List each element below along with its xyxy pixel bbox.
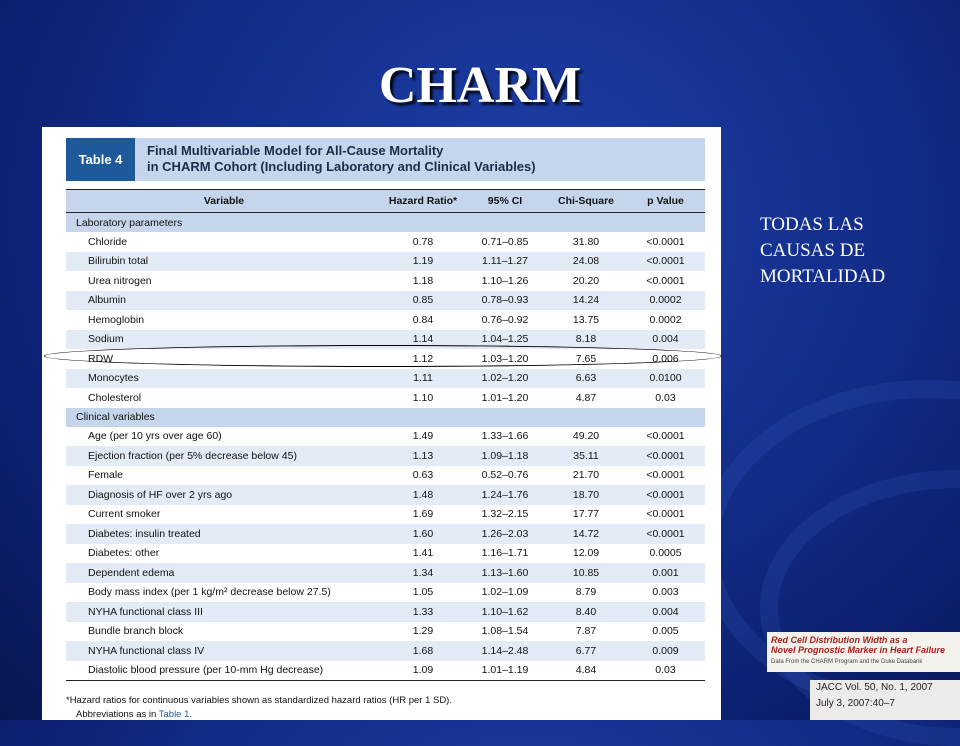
table-cell: <0.0001 [646,274,685,287]
article-title-line: Novel Prognostic Marker in Heart Failure [771,645,946,655]
table-cell: <0.0001 [646,235,685,248]
table-cell: NYHA functional class IV [88,644,205,657]
table-cell: 13.75 [572,313,600,326]
column-header: Hazard Ratio* [388,195,458,207]
article-subtitle: Data From the CHARM Program and the Duke Databank [771,659,923,665]
column-header: p Value [647,195,684,207]
journal-citation-thumbnail [810,680,960,720]
table-cell: 1.24–1.76 [481,488,529,501]
table-cell: 1.18 [412,274,434,287]
rdw-highlight-ellipse [44,345,722,367]
table-cell: 6.63 [575,372,597,385]
table-cell: RDW [88,352,114,365]
table-cell: Hemoglobin [88,313,145,326]
table-cell: 49.20 [572,430,600,443]
table-cell: 31.80 [572,235,600,248]
table-row [66,505,705,525]
table-cell: 12.09 [572,547,600,560]
table-footnote [66,694,452,722]
section-header-row: Clinical variables [66,408,705,427]
column-header: Variable [203,195,245,207]
table-cell: 7.87 [575,625,597,638]
table-row [66,622,705,642]
table-cell: 1.10–1.62 [481,605,529,618]
table-cell: 6.77 [575,644,597,657]
table-cell: 1.05 [412,586,434,599]
table-caption [147,143,697,175]
table-cell: 1.10 [412,391,434,404]
table-row [66,641,705,661]
table-cell: 1.09 [412,664,434,677]
table-cell: 18.70 [572,488,600,501]
table-cell: <0.0001 [646,527,685,540]
side-note-line: TODAS LAS [760,214,864,235]
table-cell: 1.69 [412,508,434,521]
table-caption-line: in CHARM Cohort (Including Laboratory and Clinical Variables) [147,159,536,174]
table-row [66,583,705,603]
table-row [66,291,705,311]
table-cell: Chloride [88,235,128,248]
table-cell: 0.005 [652,625,679,638]
table-cell: 14.72 [572,527,600,540]
table-cell: Diabetes: other [88,547,160,560]
table-row [66,427,705,447]
table-cell: Monocytes [88,372,139,385]
table-cell: 1.33–1.66 [481,430,529,443]
side-note [760,212,950,290]
table-row [66,232,705,252]
table-cell: 4.87 [575,391,597,404]
table-cell: 1.14 [412,333,434,346]
section-header-row: Laboratory parameters [66,213,705,232]
table-cell: Ejection fraction (per 5% decrease below 45) [88,449,297,462]
table-row [66,271,705,291]
table-cell: Body mass index (per 1 kg/m² decrease below 27.5) [88,586,331,599]
table-cell: Dependent edema [88,566,175,579]
table-cell: 0.0005 [649,547,682,560]
table-cell: 1.48 [412,488,434,501]
table-caption-box [135,138,705,181]
table-cell: 1.13 [412,449,434,462]
table-cell: <0.0001 [646,469,685,482]
table-row [66,563,705,583]
table-cell: 10.85 [572,566,600,579]
side-note-line: MORTALIDAD [760,266,886,287]
table-number-tag: Table 4 [66,138,135,181]
column-header: Chi-Square [557,195,614,207]
table-cell: 1.34 [412,566,434,579]
table-cell: 20.20 [572,274,600,287]
journal-line: JACC Vol. 50, No. 1, 2007 [816,682,933,693]
table-cell: 0.63 [412,469,434,482]
table-cell: 0.001 [652,566,679,579]
column-header: 95% CI [487,195,523,207]
data-table [66,189,705,681]
table-cell: 1.01–1.20 [481,391,529,404]
table-cell: 1.03–1.20 [481,352,529,365]
table-cell: 8.40 [575,605,597,618]
table-cell: 0.004 [652,605,679,618]
journal-line: July 3, 2007:40–7 [816,698,895,709]
table-cell: 1.26–2.03 [481,527,529,540]
footnote-line: *Hazard ratios for continuous variables shown as standardized hazard ratios (HR per 1 SD). [66,695,452,706]
table-cell: Sodium [88,333,124,346]
table-cell: <0.0001 [646,488,685,501]
table-cell: <0.0001 [646,430,685,443]
table-cell: 1.19 [412,255,434,268]
table-cell: 7.65 [575,352,597,365]
table-cell: 1.32–2.15 [481,508,529,521]
table-cell: <0.0001 [646,508,685,521]
table-cell: <0.0001 [646,449,685,462]
table-cell: 1.08–1.54 [481,625,529,638]
table-cell: 0.03 [655,391,676,404]
table-row [66,466,705,486]
table-cell: 14.24 [572,294,600,307]
table-row [66,446,705,466]
table-cell: 0.52–0.76 [481,469,529,482]
table-caption-line: Final Multivariable Model for All-Cause Mortality [147,143,444,158]
table-row [66,661,705,682]
article-title-line: Red Cell Distribution Width as a [771,635,908,645]
table-cell: NYHA functional class III [88,605,203,618]
table-row [66,310,705,330]
table-cell: 1.49 [412,430,434,443]
table-header-row [66,189,705,213]
table-row [66,252,705,272]
table-cell: 1.14–2.48 [481,644,529,657]
table-cell: 1.13–1.60 [481,566,529,579]
slide-title: CHARM [378,57,582,114]
table-cell: 35.11 [573,449,599,462]
table-cell: 1.10–1.26 [481,274,529,287]
table-row [66,388,705,408]
table-cell: Cholesterol [88,391,142,404]
table-cell: Bundle branch block [88,625,184,638]
table-cell: Age (per 10 yrs over age 60) [88,430,222,443]
table-cell: 1.11–1.27 [482,255,528,268]
table-cell: 0.009 [652,644,679,657]
table-cell: 1.02–1.09 [481,586,529,599]
table-cell: 24.08 [572,255,600,268]
table-cell: 0.03 [655,664,676,677]
table-cell: 0.0002 [649,294,682,307]
table-cell: Diastolic blood pressure (per 10-mm Hg decrease) [88,664,324,677]
table-cell: 1.41 [412,547,434,560]
table-cell: Female [88,469,124,482]
side-note-line: CAUSAS DE [760,240,866,261]
table-cell: 1.09–1.18 [481,449,529,462]
article-title-thumbnail [767,632,960,672]
article-title [771,635,945,655]
table-cell: 17.77 [572,508,600,521]
table-cell: 1.33 [412,605,434,618]
table-row [66,602,705,622]
table-cell: Urea nitrogen [88,274,152,287]
table-cell: 1.68 [412,644,434,657]
table-cell: 1.02–1.20 [481,372,529,385]
table-cell: 1.16–1.71 [481,547,529,560]
table-row [66,524,705,544]
table-row [66,485,705,505]
table-cell: 0.0100 [649,372,682,385]
table-row [66,369,705,389]
table-cell: 1.12 [412,352,434,365]
table-cell: 1.11 [413,372,433,385]
table-cell: Diabetes: insulin treated [88,527,201,540]
table-row [66,544,705,564]
table-cell: 1.04–1.25 [481,333,529,346]
table-cell: 1.01–1.19 [481,664,529,677]
table-cell: 0.76–0.92 [481,313,529,326]
table-cell: 0.84 [412,313,434,326]
table-cell: 0.78 [412,235,434,248]
table-cell: 0.006 [652,352,679,365]
table-reference-link: Table 1. [158,709,193,720]
table-cell: 0.85 [412,294,434,307]
table-cell: <0.0001 [646,255,685,268]
table-cell: Bilirubin total [88,255,149,268]
footnote-text: Abbreviations as in [76,709,159,720]
table-cell: Albumin [88,294,126,307]
table-cell: 0.004 [652,333,679,346]
table-cell: 0.71–0.85 [481,235,529,248]
table-cell: 1.29 [412,625,434,638]
table-cell: Diagnosis of HF over 2 yrs ago [88,488,233,501]
table-image [42,127,721,720]
table-cell: 8.18 [575,333,597,346]
table-cell: 1.60 [412,527,434,540]
table-cell: 8.79 [575,586,597,599]
table-cell: 21.70 [572,469,600,482]
table-cell: 0.0002 [649,313,682,326]
table-cell: 4.84 [575,664,597,677]
table-cell: Current smoker [88,508,161,521]
table-cell: 0.003 [652,586,679,599]
table-cell: 0.78–0.93 [481,294,529,307]
